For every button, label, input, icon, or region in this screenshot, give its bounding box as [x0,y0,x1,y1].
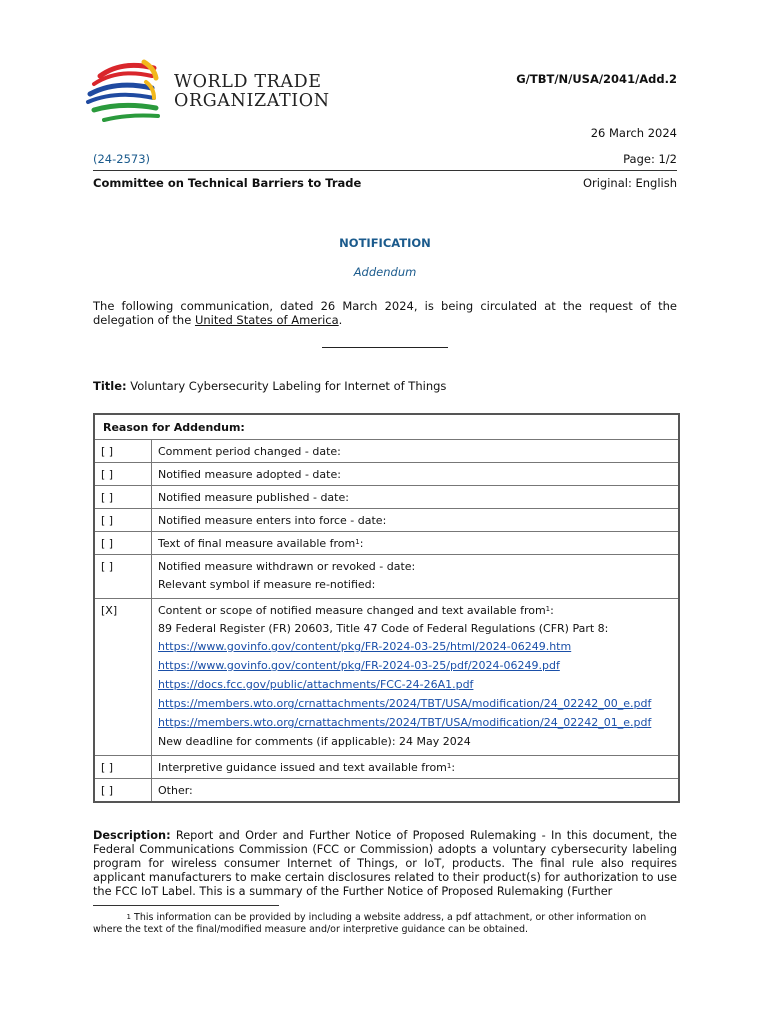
row-text: Notified measure published - date: [152,486,680,509]
page-number: Page: 1/2 [623,152,677,166]
checkbox-mark: [ ] [94,532,152,555]
checkbox-mark: [ ] [94,463,152,486]
footnote-divider [93,905,279,906]
member-name: United States of America [194,313,339,327]
table-row [94,532,679,555]
committee-name: Committee on Technical Barriers to Trade [93,176,362,190]
table-row [94,463,679,486]
link-wto-attachment-00[interactable]: https://members.wto.org/crnattachments/2024/TBT/USA/modification/24_02242_00_e.pdf [158,697,652,710]
table-row [94,779,679,803]
section-separator [322,347,448,348]
footnote: $^1$ This information can be provided by including a website address, a pdf attachment, or other information on where the text of the final/modified measure and/or interpretive guidance can be obtained. [93,912,647,935]
checkbox-mark: [ ] [94,440,152,463]
notification-title: Title: Voluntary Cybersecurity Labeling for Internet of Things [93,379,447,393]
row-text: Content or scope of notified measure changed and text available from$^1$: 89 Federal Register (FR) 20603, Title 47 Code of Federal Regulations (CFR) Part 8: https://www.govinfo.gov/content/pkg/FR-2024-03-25/html/2024-06249.htm https://www.govinfo.gov/content/pkg/FR-2024-03-25/pdf/2024-06249.pdf https://docs.fcc.gov/public/attachments/FCC-24-26A1.pdf https://members.wto.org/crnattachments/2024/TBT/USA/modification/24_02242_00_e.pdf https://members.wto.org/crnattachments/2024/TBT/USA/modification/24_02242_01_e.pdf New deadline for comments (if applicable): 24 May 2024 [152,599,680,756]
checkbox-mark: [ ] [94,509,152,532]
footnote-marker: 1 [126,913,131,921]
footnote-ref: 1 [545,605,551,613]
table-row [94,599,679,756]
reason-table [93,413,680,803]
intro-paragraph: The following communication, dated 26 March 2024, is being circulated at the request of the delegation of the United States of America. [93,299,677,327]
link-wto-attachment-01[interactable]: https://members.wto.org/crnattachments/2024/TBT/USA/modification/24_02242_01_e.pdf [158,716,652,729]
table-row [94,509,679,532]
checkbox-mark: [ ] [94,779,152,803]
row-text: Interpretive guidance issued and text available from$^1$: [152,756,680,779]
federal-register-citation: 89 Federal Register (FR) 20603, Title 47 Code of Federal Regulations (CFR) Part 8: [158,622,609,635]
link-fcc-pdf[interactable]: https://docs.fcc.gov/public/attachments/FCC-24-26A1.pdf [158,678,474,691]
row-text: Other: [152,779,680,803]
org-name [174,73,330,111]
row-text: Text of final measure available from$^1$: [152,532,680,555]
table-row [94,756,679,779]
addendum-subheading: Addendum [353,265,417,279]
header-divider [93,170,677,171]
footnote-ref: 1 [355,538,360,546]
document-date: 26 March 2024 [590,126,677,140]
row-text: Comment period changed - date: [152,440,680,463]
reason-table-header: Reason for Addendum: [94,414,679,440]
notification-heading: NOTIFICATION [339,236,431,250]
document-symbol: G/TBT/N/USA/2041/Add.2 [516,72,677,86]
row-text: Notified measure adopted - date: [152,463,680,486]
description-paragraph: Description: Report and Order and Further Notice of Proposed Rulemaking - In this document, the Federal Communications Commission (FCC or Commission) adopts a voluntary cybersecurity labeling program for wireless consumer Internet of Things, or IoT, products. The final rule also requires applicant manufacturers to make certain disclosures related to their product(s) for authorization to use the FCC IoT Label. This is a summary of the Further Notice of Proposed Rulemaking (Further [93,829,677,898]
table-row [94,486,679,509]
comment-deadline: New deadline for comments (if applicable): 24 May 2024 [158,735,471,748]
link-govinfo-html[interactable]: https://www.govinfo.gov/content/pkg/FR-2024-03-25/html/2024-06249.htm [158,640,572,653]
document-number: (24-2573) [93,152,151,166]
checkbox-mark: [X] [94,599,152,756]
table-row [94,555,679,599]
checkbox-mark: [ ] [94,756,152,779]
checkbox-mark: [ ] [94,555,152,599]
table-row [94,440,679,463]
link-govinfo-pdf[interactable]: https://www.govinfo.gov/content/pkg/FR-2024-03-25/pdf/2024-06249.pdf [158,659,560,672]
original-language: Original: English [582,176,677,190]
org-name-line1: WORLD TRADE [174,72,322,92]
row-text: Notified measure enters into force - date: [152,509,680,532]
row-text: Notified measure withdrawn or revoked - date: Relevant symbol if measure re-notified: [152,555,680,599]
checkbox-mark: [ ] [94,486,152,509]
footnote-ref: 1 [446,762,452,770]
wto-logo-icon [82,58,168,130]
org-name-line2: ORGANIZATION [174,91,330,111]
